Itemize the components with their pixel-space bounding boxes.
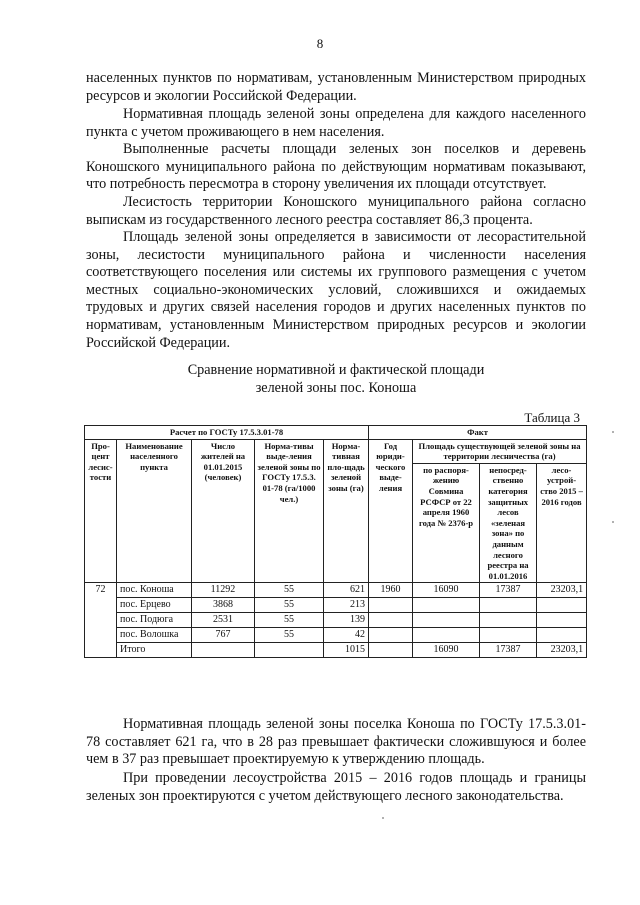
cell-order bbox=[413, 628, 480, 643]
table-row bbox=[85, 583, 587, 598]
cell-protect bbox=[480, 613, 537, 628]
paragraph-2: Нормативная площадь зеленой зоны определена для каждого населенного пункта с учетом проживающего в нем населения. bbox=[86, 106, 586, 140]
header-order: по распоря-жению Совмина РСФСР от 22 апреля 1960 года № 2376-р bbox=[413, 463, 480, 583]
cell-year: 1960 bbox=[369, 583, 413, 598]
page-number: 8 bbox=[316, 36, 324, 51]
cell-area: 139 bbox=[324, 613, 369, 628]
header-percent: Про-цент лесис-тости bbox=[85, 439, 117, 583]
cell-pop: 767 bbox=[192, 628, 255, 643]
paragraph-after-2: При проведении лесоустройства 2015 – 2016 годов площадь и границы зеленых зон проектируются с учетом действующего лесного законодательства. bbox=[86, 770, 586, 804]
header-year: Год юриди-ческого выде-ления bbox=[369, 439, 413, 583]
cell-empty bbox=[255, 643, 324, 658]
cell-area: 621 bbox=[324, 583, 369, 598]
table-row bbox=[85, 628, 587, 643]
cell-total-area: 1015 bbox=[324, 643, 369, 658]
paragraph-after-1: Нормативная площадь зеленой зоны поселка Коноша по ГОСТу 17.5.3.01-78 составляет 621 га, что в 28 раз превышает фактически сложившуюся и более чем в 37 раз превышает проектируемую к утверждению площадь. bbox=[86, 716, 586, 768]
cell-total-lu: 23203,1 bbox=[537, 643, 587, 658]
paragraph-1: населенных пунктов по нормативам, установленным Министерством природных ресурсов и экологии Российской Федерации. bbox=[86, 70, 586, 104]
table-row bbox=[85, 613, 587, 628]
cell-norm: 55 bbox=[255, 598, 324, 613]
cell-lu bbox=[537, 628, 587, 643]
caption-line-2: зеленой зоны пос. Коноша bbox=[255, 380, 417, 396]
cell-year bbox=[369, 628, 413, 643]
cell-area: 213 bbox=[324, 598, 369, 613]
cell-order bbox=[413, 598, 480, 613]
scan-speck bbox=[612, 521, 614, 523]
cell-lu: 23203,1 bbox=[537, 583, 587, 598]
header-protective: непосред-ственно категория защитных лесов «зеленая зона» по данным лесного реестра на 01.01.2016 bbox=[480, 463, 537, 583]
header-population: Число жителей на 01.01.2015 (человек) bbox=[192, 439, 255, 583]
scan-speck bbox=[382, 817, 384, 819]
cell-protect: 17387 bbox=[480, 583, 537, 598]
cell-name: пос. Подюга bbox=[117, 613, 192, 628]
caption-line-1: Сравнение нормативной и фактической площади bbox=[187, 362, 485, 378]
cell-percent: 72 bbox=[85, 583, 117, 658]
cell-name: пос. Коноша bbox=[117, 583, 192, 598]
paragraph-3: Выполненные расчеты площади зеленых зон поселков и деревень Коношского муниципального района по действующим нормативам показывают, что потребность пересмотра в сторону увеличения их площади отсутствует. bbox=[86, 141, 586, 193]
paragraph-4: Лесистость территории Коношского муниципального района согласно выпискам из государственного лесного реестра составляет 86,3 процента. bbox=[86, 194, 586, 228]
header-existing-area: Площадь существующей зеленой зоны на территории лесничества (га) bbox=[413, 439, 587, 463]
cell-pop: 2531 bbox=[192, 613, 255, 628]
cell-lu bbox=[537, 598, 587, 613]
header-fact-group: Факт bbox=[369, 426, 587, 440]
cell-norm: 55 bbox=[255, 628, 324, 643]
table-row bbox=[85, 598, 587, 613]
cell-order: 16090 bbox=[413, 583, 480, 598]
header-name: Наименование населенного пункта bbox=[117, 439, 192, 583]
cell-total-label: Итого bbox=[117, 643, 192, 658]
table-caption bbox=[86, 361, 586, 397]
header-norm-area: Норма-тивная пло-щадь зеленой зоны (га) bbox=[324, 439, 369, 583]
table-header-group-row bbox=[85, 426, 587, 440]
cell-name: пос. Ерцево bbox=[117, 598, 192, 613]
cell-order bbox=[413, 613, 480, 628]
cell-name: пос. Волошка bbox=[117, 628, 192, 643]
cell-empty bbox=[192, 643, 255, 658]
table-number-label: Таблица 3 bbox=[524, 410, 580, 425]
cell-protect bbox=[480, 628, 537, 643]
cell-pop: 3868 bbox=[192, 598, 255, 613]
header-norm: Норма-тивы выде-ления зеленой зоны по ГОСТу 17.5.3. 01-78 (га/1000 чел.) bbox=[255, 439, 324, 583]
cell-protect bbox=[480, 598, 537, 613]
cell-total-protect: 17387 bbox=[480, 643, 537, 658]
cell-lu bbox=[537, 613, 587, 628]
header-forest-mgmt: лесо-устрой-ство 2015 – 2016 годов bbox=[537, 463, 587, 583]
scan-speck bbox=[612, 431, 614, 433]
table-header-row bbox=[85, 439, 587, 463]
cell-pop: 11292 bbox=[192, 583, 255, 598]
header-gost-group: Расчет по ГОСТу 17.5.3.01-78 bbox=[85, 426, 369, 440]
cell-total-order: 16090 bbox=[413, 643, 480, 658]
cell-empty bbox=[369, 643, 413, 658]
cell-year bbox=[369, 598, 413, 613]
cell-year bbox=[369, 613, 413, 628]
cell-area: 42 bbox=[324, 628, 369, 643]
paragraph-5: Площадь зеленой зоны определяется в зависимости от лесорастительной зоны, лесистости муниципального района и численности населения соответствующего поселения или системы их группового размещения с учетом местных социально-экономических условий, сложившихся и ожидаемых трудовых и других связей населения городов и других населенных пунктов по нормативам, установленным Министерством природных ресурсов и экологии Российской Федерации. bbox=[86, 229, 586, 351]
cell-norm: 55 bbox=[255, 613, 324, 628]
green-zone-table bbox=[84, 425, 587, 658]
cell-norm: 55 bbox=[255, 583, 324, 598]
table-total-row bbox=[85, 643, 587, 658]
